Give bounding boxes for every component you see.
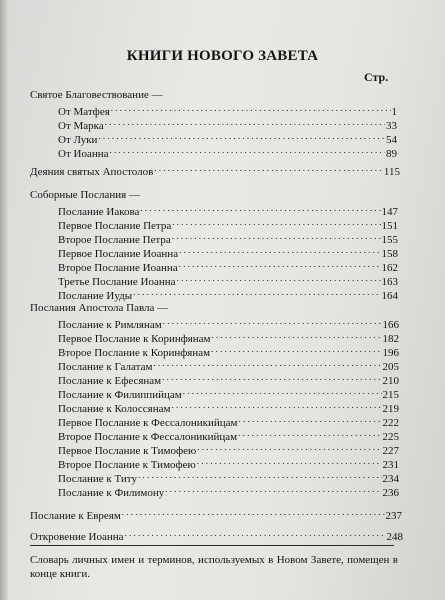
toc-entry-page: 248 bbox=[386, 531, 403, 543]
toc-entry[interactable] bbox=[58, 342, 399, 359]
toc-entry-page: 1 bbox=[391, 106, 397, 118]
toc-entry[interactable] bbox=[58, 384, 399, 401]
toc-entry-name: От Иоанна bbox=[58, 148, 109, 160]
leader-dots bbox=[125, 526, 386, 540]
toc-entry-page: 182 bbox=[382, 333, 399, 345]
toc-entry[interactable] bbox=[58, 257, 398, 274]
toc-entry-page: 158 bbox=[381, 248, 398, 260]
divider-rule bbox=[30, 545, 394, 546]
toc-entry-name: Второе Послание Иоанна bbox=[58, 262, 178, 274]
toc-entry-name: Первое Послание к Фессалоникийцам bbox=[58, 417, 238, 429]
toc-entry-page: 231 bbox=[382, 459, 399, 471]
leader-dots bbox=[98, 129, 385, 143]
toc-entry-revelation[interactable] bbox=[30, 526, 403, 543]
toc-entry[interactable] bbox=[58, 243, 398, 260]
toc-entry-page: 236 bbox=[382, 487, 399, 499]
leader-dots bbox=[172, 229, 381, 243]
toc-entry-page: 115 bbox=[383, 166, 400, 178]
toc-entry-name: От Матфея bbox=[58, 106, 110, 118]
page-spine-shadow bbox=[0, 0, 8, 600]
toc-entry-page: 210 bbox=[382, 375, 399, 387]
toc-entry-page: 222 bbox=[382, 417, 399, 429]
toc-entry-name: Послание к Ефесянам bbox=[58, 375, 162, 387]
toc-entry-name: Первое Послание Иоанна bbox=[58, 248, 179, 260]
leader-dots bbox=[177, 271, 381, 285]
leader-dots bbox=[138, 468, 382, 482]
toc-entry[interactable] bbox=[58, 440, 399, 457]
toc-entry-page: 166 bbox=[382, 319, 399, 331]
leader-dots bbox=[179, 243, 380, 257]
leader-dots bbox=[133, 285, 380, 299]
toc-entry-name: Послание к Евреям bbox=[30, 510, 121, 522]
leader-dots bbox=[163, 314, 382, 328]
toc-entry[interactable] bbox=[58, 328, 399, 345]
toc-entry-page: 234 bbox=[382, 473, 399, 485]
toc-entry-page: 164 bbox=[381, 290, 398, 302]
toc-entry-name: Послание Иуды bbox=[58, 290, 133, 302]
toc-entry-page: 215 bbox=[382, 389, 399, 401]
toc-entry-page: 227 bbox=[382, 445, 399, 457]
section-heading-gospels: Святое Благовествование — bbox=[30, 89, 163, 101]
leader-dots bbox=[171, 398, 381, 412]
toc-entry-name: Послание к Галатам bbox=[58, 361, 153, 373]
leader-dots bbox=[197, 440, 381, 454]
toc-entry-page: 162 bbox=[381, 262, 398, 274]
toc-entry-name: Послание Иакова bbox=[58, 206, 140, 218]
toc-entry-page: 147 bbox=[381, 206, 398, 218]
leader-dots bbox=[109, 143, 385, 157]
leader-dots bbox=[165, 482, 381, 496]
toc-entry-name: Второе Послание Петра bbox=[58, 234, 171, 246]
leader-dots bbox=[179, 257, 381, 271]
toc-entry-page: 33 bbox=[386, 120, 397, 132]
toc-entry[interactable] bbox=[58, 201, 398, 218]
toc-entry-name: Послание к Титу bbox=[58, 473, 137, 485]
leader-dots bbox=[154, 161, 383, 175]
leader-dots bbox=[212, 328, 382, 342]
toc-entry[interactable] bbox=[58, 426, 399, 443]
toc-entry[interactable] bbox=[58, 356, 399, 373]
toc-entry[interactable] bbox=[58, 215, 398, 232]
leader-dots bbox=[153, 356, 381, 370]
toc-entry-name: Послание к Колоссянам bbox=[58, 403, 171, 415]
toc-entry[interactable] bbox=[58, 101, 397, 118]
toc-entry[interactable] bbox=[58, 314, 399, 331]
toc-entry-page: 163 bbox=[381, 276, 398, 288]
toc-entry-name: От Луки bbox=[58, 134, 98, 146]
toc-entry-page: 155 bbox=[381, 234, 398, 246]
toc-entry[interactable] bbox=[58, 271, 398, 288]
toc-entry[interactable] bbox=[58, 398, 399, 415]
leader-dots bbox=[140, 201, 380, 215]
toc-entry-name: Послание к Филимону bbox=[58, 487, 165, 499]
toc-entry[interactable] bbox=[58, 115, 397, 132]
toc-entry-page: 237 bbox=[385, 510, 402, 522]
toc-entry-name: Второе Послание к Фессалоникийцам bbox=[58, 431, 238, 443]
toc-entry-page: 196 bbox=[382, 347, 399, 359]
toc-entry-hebrews[interactable] bbox=[30, 505, 402, 522]
toc-entry[interactable] bbox=[58, 370, 399, 387]
toc-entry[interactable] bbox=[58, 143, 397, 160]
leader-dots bbox=[197, 454, 382, 468]
leader-dots bbox=[105, 115, 385, 129]
toc-entry[interactable] bbox=[58, 229, 398, 246]
toc-entry-name: Первое Послание к Тимофею bbox=[58, 445, 197, 457]
toc-entry[interactable] bbox=[58, 412, 399, 429]
toc-entry-name: Деяния святых Апостолов bbox=[30, 166, 154, 178]
toc-entry-page: 89 bbox=[386, 148, 397, 160]
toc-entry-name: Первое Послание Петра bbox=[58, 220, 172, 232]
toc-entry-name: Откровение Иоанна bbox=[30, 531, 124, 543]
toc-entry-name: Третье Послание Иоанна bbox=[58, 276, 176, 288]
section-heading-catholic-epistles: Соборные Послания — bbox=[30, 189, 140, 201]
toc-entry-name: Второе Послание к Тимофею bbox=[58, 459, 196, 471]
toc-entry[interactable] bbox=[58, 129, 397, 146]
toc-entry-page: 225 bbox=[382, 431, 399, 443]
toc-entry-name: Послание к Филиппийцам bbox=[58, 389, 182, 401]
toc-entry-page: 151 bbox=[381, 220, 398, 232]
leader-dots bbox=[183, 384, 382, 398]
toc-entry-page: 219 bbox=[382, 403, 399, 415]
toc-entry[interactable] bbox=[58, 482, 399, 499]
section-heading-pauline-epistles: Послания Апостола Павла — bbox=[30, 302, 169, 314]
leader-dots bbox=[111, 101, 391, 115]
leader-dots bbox=[122, 505, 385, 519]
page-title: КНИГИ НОВОГО ЗАВЕТА bbox=[126, 48, 319, 64]
leader-dots bbox=[172, 215, 380, 229]
toc-entry-name: Первое Послание к Коринфянам bbox=[58, 333, 211, 345]
leader-dots bbox=[239, 412, 382, 426]
leader-dots bbox=[162, 370, 381, 384]
toc-entry[interactable] bbox=[58, 285, 398, 302]
toc-entry-name: Второе Послание к Коринфянам bbox=[58, 347, 211, 359]
footnote-text: Словарь личных имен и терминов, используемых в Новом Завете, помещен в конце книги. bbox=[30, 554, 398, 580]
toc-entry-acts[interactable] bbox=[30, 161, 400, 178]
toc-entry-name: От Марка bbox=[58, 120, 104, 132]
leader-dots bbox=[238, 426, 381, 440]
leader-dots bbox=[211, 342, 381, 356]
toc-entry[interactable] bbox=[58, 454, 399, 471]
toc-entry-page: 54 bbox=[386, 134, 397, 146]
toc-entry-name: Послание к Римлянам bbox=[58, 319, 162, 331]
toc-entry-page: 205 bbox=[382, 361, 399, 373]
toc-entry[interactable] bbox=[58, 468, 399, 485]
page-column-label: Стр. bbox=[364, 70, 389, 84]
